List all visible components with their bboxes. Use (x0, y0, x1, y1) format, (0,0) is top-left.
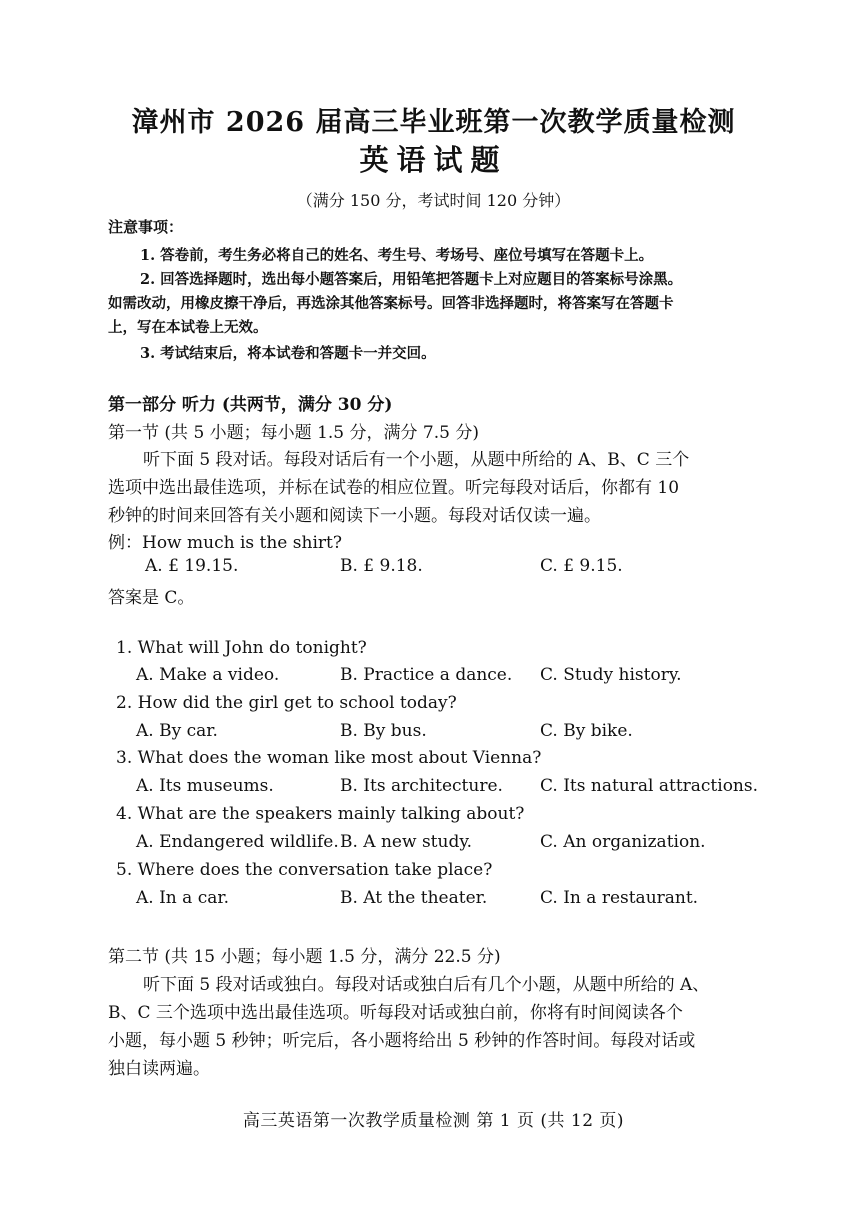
section2-instruction-line-3: 小题，每小题 5 秒钟；听完后，各小题将给出 5 秒钟的作答时间。每段对话或 (108, 1031, 696, 1051)
question-2-option-b: B. By bus. (340, 721, 427, 741)
question-2-option-a: A. By car. (136, 721, 218, 741)
question-1: 1. What will John do tonight? (116, 638, 367, 658)
question-5-option-a: A. In a car. (136, 888, 230, 908)
section2-instruction-line-4: 独白读两遍。 (108, 1059, 210, 1079)
section1-title: 第一节 (共 5 小题；每小题 1.5 分，满分 7.5 分) (108, 423, 479, 443)
score-info: （满分 150 分，考试时间 120 分钟） (296, 191, 571, 210)
section1-instruction-line-1: 听下面 5 段对话。每段对话后有一个小题，从题中所给的 A、B、C 三个 (143, 450, 690, 470)
question-2: 2. How did the girl get to school today? (116, 693, 457, 713)
question-3: 3. What does the woman like most about Vienna? (116, 748, 542, 768)
question-3-option-b: B. Its architecture. (340, 776, 503, 796)
question-5-option-c: C. In a restaurant. (540, 888, 699, 908)
question-2-option-c: C. By bike. (540, 721, 633, 741)
question-1-option-a: A. Make a video. (136, 665, 280, 685)
question-4-option-b: B. A new study. (340, 832, 473, 852)
question-3-option-a: A. Its museums. (136, 776, 274, 796)
example-question: 例：How much is the shirt? (108, 533, 342, 553)
question-3-option-c: C. Its natural attractions. (540, 776, 759, 796)
exam-title: 漳州市 2026 届高三毕业班第一次教学质量检测 (131, 107, 736, 138)
page-footer: 高三英语第一次教学质量检测 第 1 页 (共 12 页) (242, 1111, 625, 1131)
question-1-option-b: B. Practice a dance. (340, 665, 513, 685)
question-1-option-c: C. Study history. (540, 665, 682, 685)
notice-title: 注意事项： (108, 218, 184, 236)
section2-instruction-line-1: 听下面 5 段对话或独白。每段对话或独白后有几个小题，从题中所给的 A、 (143, 975, 710, 995)
example-option-c: C. £ 9.15. (540, 556, 623, 576)
question-4: 4. What are the speakers mainly talking about? (116, 804, 525, 824)
question-5-option-b: B. At the theater. (340, 888, 488, 908)
exam-subtitle: 英语试题 (359, 143, 508, 177)
notice-item-1: 1. 答卷前，考生务必将自己的姓名、考生号、考场号、座位号填写在答题卡上。 (140, 247, 654, 264)
section1-instruction-line-2: 选项中选出最佳选项，并标在试卷的相应位置。听完每段对话后，你都有 10 (108, 478, 680, 498)
section2-title: 第二节 (共 15 小题；每小题 1.5 分，满分 22.5 分) (108, 947, 501, 967)
question-4-option-c: C. An organization. (540, 832, 706, 852)
notice-item-2-line-2: 如需改动，用橡皮擦干净后，再选涂其他答案标号。回答非选择题时，将答案写在答题卡 (108, 295, 674, 312)
question-4-option-a: A. Endangered wildlife. (136, 832, 339, 852)
example-option-b: B. £ 9.18. (340, 556, 423, 576)
notice-item-2-line-3: 上，写在本试卷上无效。 (108, 319, 268, 336)
example-answer: 答案是 C。 (108, 588, 195, 608)
section1-instruction-line-3: 秒钟的时间来回答有关小题和阅读下一小题。每段对话仅读一遍。 (108, 506, 601, 526)
question-5: 5. Where does the conversation take place? (116, 860, 493, 880)
part1-title: 第一部分 听力 (共两节，满分 30 分) (108, 395, 393, 415)
notice-item-3: 3. 考试结束后，将本试卷和答题卡一并交回。 (140, 345, 436, 362)
example-option-a: A. £ 19.15. (145, 556, 239, 576)
notice-item-2-line-1: 2. 回答选择题时，选出每小题答案后，用铅笔把答题卡上对应题目的答案标号涂黑。 (140, 271, 683, 288)
section2-instruction-line-2: B、C 三个选项中选出最佳选项。听每段对话或独白前，你将有时间阅读各个 (108, 1003, 683, 1023)
